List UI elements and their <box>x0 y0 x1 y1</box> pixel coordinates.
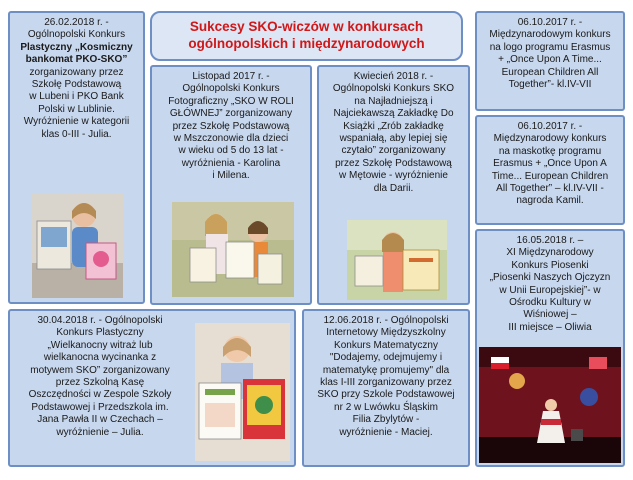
text-line: „Wielkanocny witraż lub <box>47 339 153 351</box>
card-wielkanocny-witraz <box>8 309 296 467</box>
text-line: Erasmus + „Once Upon A <box>493 158 607 170</box>
text-line: Ogólnopolski Konkurs SKO <box>332 83 455 95</box>
text-line: Plastyczny „Kosmiczny <box>20 41 133 53</box>
text-line: 16.05.2018 r. – <box>516 235 584 246</box>
card-zakladka-do-ksiazki <box>317 65 470 305</box>
text-line: Międzynarodowym konkurs <box>489 29 611 41</box>
card-text <box>477 13 623 91</box>
text-line: Konkurs Piosenki <box>511 259 589 271</box>
photo-girl-with-artwork <box>32 193 123 298</box>
title-line-1: Sukcesy SKO-wiczów w konkursach <box>189 19 424 34</box>
photo-two-girls-with-diplomas <box>172 202 294 297</box>
text-line: Kwiecień 2018 r. - <box>353 71 434 82</box>
card-logo-erasmus <box>475 11 625 111</box>
text-line: 06.10.2017 r. - <box>517 17 583 28</box>
text-line: „Piosenki Naszych Ojczyzn <box>489 272 611 284</box>
text-line: Together”- kl.IV-VII <box>508 79 592 91</box>
text-line: Listopad 2017 r. - <box>192 71 270 82</box>
text-line: wyróżnienia - Karolina <box>181 157 281 169</box>
text-line: przez Szkołę Podstawową <box>335 157 452 169</box>
text-line: w Mętowie - wyróżnienie <box>339 170 448 182</box>
text-line: Książki „Zrób zakładkę <box>343 120 444 132</box>
text-line: XI Międzynarodowy <box>506 247 594 259</box>
text-line: wyróżnienie – Julia. <box>56 426 144 438</box>
text-line: Ogólnopolski Konkurs <box>27 29 126 41</box>
text-line: na logo programu Erasmus <box>489 41 611 53</box>
text-line: i Milena. <box>212 170 250 182</box>
card-kosmiczny-bankomat <box>8 11 145 304</box>
text-line: Szkołę Podstawową <box>31 79 122 91</box>
text-line: 06.10.2017 r. - <box>517 121 583 132</box>
text-line: 26.02.2018 r. - <box>44 17 109 28</box>
text-line: w wieku od 5 do 13 lat - <box>178 145 284 157</box>
photo-girl-with-easter-artwork <box>195 323 290 461</box>
text-line: bankomat PKO-SKO” <box>25 54 128 66</box>
text-line: na maskotkę programu <box>498 145 602 157</box>
text-line: European Children All <box>501 66 599 78</box>
text-line: w Lubeni i PKO Bank <box>29 91 124 103</box>
text-line: All Together” – kl.IV-VII - <box>496 183 604 195</box>
card-text <box>152 67 310 183</box>
text-line: wyróżnienie - Maciej. <box>339 426 433 438</box>
text-line: Ogólnopolski Konkurs <box>182 83 280 95</box>
text-line: Wyróżnienie w kategorii <box>23 116 130 128</box>
text-line: matematykę promujemy" dla <box>322 364 450 376</box>
text-line: nr 2 w Lwówku Śląskim <box>334 401 438 413</box>
photo-girl-with-bookmark-diploma <box>347 220 447 300</box>
card-text <box>477 231 623 334</box>
card-sko-w-roli-glownej <box>150 65 312 305</box>
text-line: przez Szkolną Kasę <box>55 377 145 389</box>
photo-girl-singing-on-stage <box>479 347 621 463</box>
text-line: w Mszczonowie dla dzieci <box>173 133 289 145</box>
text-line: motywem SKO” zorganizowany <box>30 364 170 376</box>
card-text <box>319 67 468 195</box>
text-line: czytało” zorganizowany <box>341 145 446 157</box>
text-line: Międzynarodowy konkurs <box>493 133 607 145</box>
text-line: w Unii Europejskiej”- w <box>499 284 601 296</box>
card-text <box>304 311 468 439</box>
text-line: Jana Pawła II w Czechach – <box>37 414 163 426</box>
text-line: Time... European Children <box>491 170 609 182</box>
text-line: klas 0-III - Julia. <box>41 128 112 140</box>
text-line: "Dodajemy, odejmujemy i <box>329 352 443 364</box>
text-line: Konkurs Plastyczny <box>56 327 144 339</box>
text-line: nagroda Kamil. <box>516 195 584 207</box>
card-text <box>10 13 143 141</box>
card-konkurs-piosenki <box>475 229 625 467</box>
text-line: dla Darii. <box>373 182 414 194</box>
card-text <box>477 117 623 208</box>
page-title <box>150 11 463 61</box>
text-line: zorganizowany przez <box>29 66 124 78</box>
text-line: + „Once Upon A Time... <box>498 54 602 66</box>
text-line: na Najładniejszą i <box>354 95 433 107</box>
text-line: GŁÓWNEJ” zorganizowany <box>169 108 293 120</box>
text-line: Najciekawszą Zakładkę Do <box>333 108 454 120</box>
text-line: wspaniałą, aby lepiej się <box>339 133 448 145</box>
text-line: III miejsce – Oliwia <box>508 321 592 333</box>
text-line: Fotograficzny „SKO W ROLI <box>168 95 294 107</box>
text-line: Ośrodku Kultury w <box>509 297 591 309</box>
text-line: klas I-III zorganizowany przez <box>320 377 452 389</box>
card-text <box>10 311 190 439</box>
text-line: Polski w Lublinie. <box>38 103 115 115</box>
text-line: Oszczędności w Zespole Szkoły <box>28 389 172 401</box>
title-line-2: ogólnopolskich i międzynarodowych <box>188 36 425 51</box>
card-konkurs-matematyczny <box>302 309 470 467</box>
text-line: przez Szkołę Podstawową <box>172 120 290 132</box>
text-line: 12.06.2018 r. - Ogólnopolski <box>323 315 449 326</box>
card-maskotka-erasmus <box>475 115 625 225</box>
text-line: wielkanocna wycinanka z <box>43 352 157 364</box>
text-line: Konkurs Matematyczny <box>334 339 438 351</box>
text-line: 30.04.2018 r. - Ogólnopolski <box>37 315 163 326</box>
text-line: Internetowy Międzyszkolny <box>326 327 446 339</box>
text-line: Podstawowej i Przedszkola im. <box>31 401 169 413</box>
text-line: SKO przy Szkole Podstawowej <box>317 389 455 401</box>
text-line: Wiśniowej – <box>523 309 577 321</box>
text-line: Filia Zbylytów - <box>352 414 420 426</box>
